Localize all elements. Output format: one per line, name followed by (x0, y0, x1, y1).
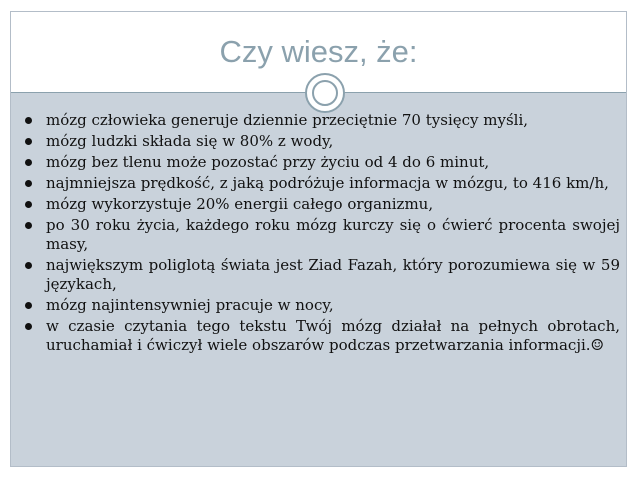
list-item (23, 132, 620, 151)
slide-footer-band (11, 456, 626, 466)
bullet-dot-icon (25, 262, 32, 269)
list-item (23, 195, 620, 214)
list-item (23, 296, 620, 315)
fact-text: największym poliglotą świata jest Ziad Fazah, który porozumiewa się w 59 językach, (46, 256, 620, 293)
fact-text: mózg najintensywniej pracuje w nocy, (46, 296, 334, 314)
fact-text: w czasie czytania tego tekstu Twój mózg działał na pełnych obrotach, uruchamiał i ćwiczył wiele obszarów podczas przetwarzania informacji.☺ (46, 317, 620, 354)
fact-text: mózg wykorzystuje 20% energii całego organizmu, (46, 195, 434, 213)
fact-text: mózg ludzki składa się w 80% z wody, (46, 132, 334, 150)
bullet-dot-icon (25, 302, 32, 309)
bullet-dot-icon (25, 201, 32, 208)
bullet-dot-icon (25, 117, 32, 124)
fact-text: najmniejsza prędkość, z jaką podróżuje informacja w mózgu, to 416 km/h, (46, 174, 609, 192)
circle-ornament-icon (305, 73, 345, 113)
list-item (23, 317, 620, 355)
list-item (23, 174, 620, 193)
list-item (23, 216, 620, 254)
facts-list (23, 111, 620, 355)
slide (10, 11, 627, 467)
fact-text: mózg człowieka generuje dziennie przeciętnie 70 tysięcy myśli, (46, 111, 529, 129)
slide-title: Czy wiesz, że: (219, 34, 418, 69)
bullet-dot-icon (25, 159, 32, 166)
bullet-dot-icon (25, 138, 32, 145)
bullet-dot-icon (25, 323, 32, 330)
list-item (23, 256, 620, 294)
list-item (23, 111, 620, 130)
bullet-dot-icon (25, 180, 32, 187)
bullet-dot-icon (25, 222, 32, 229)
fact-text: po 30 roku życia, każdego roku mózg kurczy się o ćwierć procenta swojej masy, (46, 216, 620, 253)
fact-text: mózg bez tlenu może pozostać przy życiu od 4 do 6 minut, (46, 153, 490, 171)
list-item (23, 153, 620, 172)
